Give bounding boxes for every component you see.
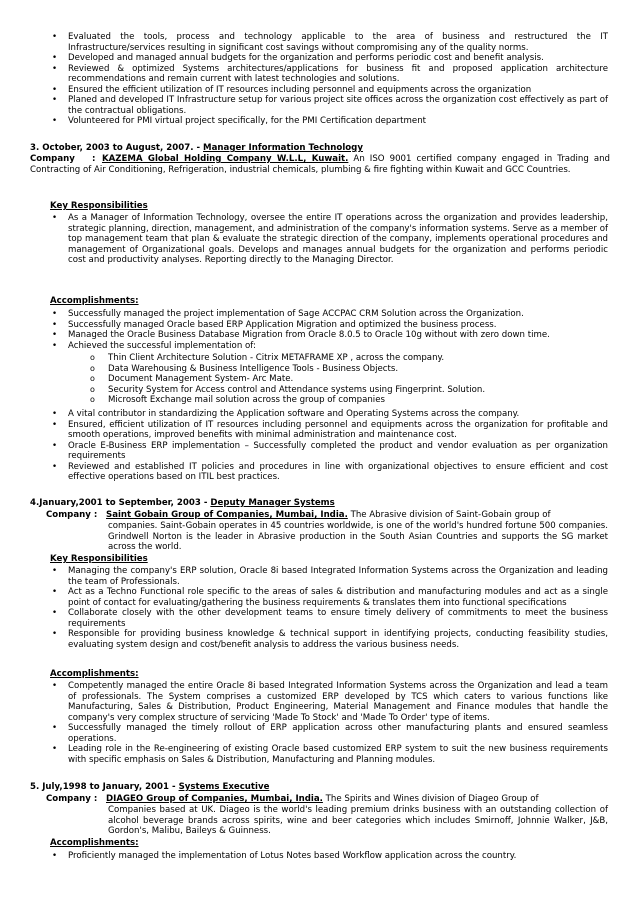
job-3-accomplishments-sub: [108, 353, 608, 406]
job-4-accomplishments: [68, 681, 608, 765]
job-4-dash: -: [200, 498, 211, 508]
job-4-acc-heading: Accomplishments:: [50, 669, 139, 679]
job-3-acc-heading: Accomplishments:: [50, 296, 139, 306]
list-item: • Developed and managed annual budgets for the organization and performs periodic cost and benefit analysis.: [68, 53, 608, 64]
job-5-acc-heading: Accomplishments:: [50, 838, 139, 848]
job-4-title: Deputy Manager Systems: [210, 498, 335, 508]
list-item: • A vital contributor in standardizing the Application software and Operating Systems across the company.: [68, 409, 608, 420]
list-item: • Leading role in the Re-engineering of existing Oracle based customized ERP system to suit the new business requirements with specific emphasis on Sales & Distribution, Manufacturing and Planning modules.: [68, 744, 608, 765]
list-item: • Ensured, efficient utilization of IT resources including personnel and equipments across the organization for profitable and smooth operations, improved benefits with minimal administration and maintenance cost.: [68, 420, 608, 441]
list-item: • Responsible for providing business knowledge & technical support in identifying projects, conducting feasibility studies, evaluating system design and cost/benefit analysis to address the various business needs.: [68, 629, 608, 650]
job-3-accomplishments-b: [68, 409, 608, 483]
job-3-header: [30, 143, 610, 154]
list-item: • Reviewed & optimized Systems architectures/applications for business fit and proposed application architecture recommendations and remain current with latest technologies and solutions.: [68, 64, 608, 85]
job-4-responsibilities: [68, 566, 608, 650]
job-3-title: Manager Information Technology: [203, 143, 363, 153]
sub-list-item: o Document Management System- Arc Mate.: [108, 374, 608, 385]
job-4-company-label: Company :: [46, 510, 98, 520]
list-item: • Successfully managed the project implementation of Sage ACCPAC CRM Solution across the Organization.: [68, 309, 608, 320]
job-3-resp-heading: Key Responsibilities: [50, 201, 148, 211]
job-5-accomplishments: [68, 851, 608, 862]
job-3-period: 3. October, 2003 to August, 2007. -: [30, 143, 201, 153]
top-bullet-list: [68, 32, 608, 127]
job-3-company-label: Company: [30, 154, 75, 164]
job-5-period: 5. July,1998 to January, 2001 -: [30, 782, 176, 792]
job-3-company-name: KAZEMA Global Holding Company W.L.L, Kuwait.: [102, 154, 349, 164]
job-4-company-desc-2: companies. Saint-Gobain operates in 45 countries worldwide, is one of the world's hundred fortune 500 companies. Grindwell Norton is the leader in Abrasive production in the South Asian Countries and supports the SG market across the world.: [108, 521, 608, 552]
job-5-company-desc-2: Companies based at UK. Diageo is the world's leading premium drinks business with an outstanding collection of alcohol beverage brands across spirits, wine and beer categories which includes Smirnoff, Johnnie Walker, J&B, Gordon's, Malibu, Baileys & Guinness.: [108, 805, 608, 836]
job-4-company-name: Saint Gobain Group of Companies, Mumbai, India.: [106, 510, 348, 520]
job-4-resp-heading: Key Responsibilities: [50, 554, 148, 564]
job-4-company: [46, 510, 610, 521]
sub-list-item: o Thin Client Architecture Solution - Citrix METAFRAME XP , across the company.: [108, 353, 608, 364]
job-5-title: Systems Executive: [178, 782, 270, 792]
list-item: • Oracle E-Business ERP implementation – Successfully completed the product and vendor evaluation as per organization requirements: [68, 441, 608, 462]
job-3-accomplishments-a: [68, 309, 608, 351]
list-item: • Achieved the successful implementation of:: [68, 341, 608, 352]
list-item: • Ensured the efficient utilization of IT resources including personnel and equipments across the organization: [68, 85, 608, 96]
list-item: • Managed the Oracle Business Database Migration from Oracle 8.0.5 to Oracle 10g without with zero down time.: [68, 330, 608, 341]
job-4-company-desc-1: The Abrasive division of Saint-Gobain group of: [347, 510, 551, 520]
sub-list-item: o Microsoft Exchange mail solution across the group of companies: [108, 395, 608, 406]
job-5-header: [30, 782, 610, 793]
list-item: • Volunteered for PMI virtual project specifically, for the PMI Certification department: [68, 116, 608, 127]
job-5-company-name: DIAGEO Group of Companies, Mumbai, India.: [106, 794, 323, 804]
list-item: • Reviewed and established IT policies and procedures in line with organizational objectives to ensure efficient and cost effective operations based on ITIL best practices.: [68, 462, 608, 483]
sub-list-item: o Data Warehousing & Business Intelligence Tools - Business Objects.: [108, 364, 608, 375]
list-item: • Successfully managed the timely rollout of ERP application across other manufacturing plants and ensured seamless operations.: [68, 723, 608, 744]
list-item: • Competently managed the entire Oracle 8i based Integrated Information Systems across the Organization and lead a team of professionals. The System comprises a customized ERP developed by TCS which caters to various functions like Manufacturing, Sales & Distribution, Product Engineering, Material Management and Finance modules that handle the company's very complex structure of servicing 'Made To Stock' and 'Made To Order' type of items.: [68, 681, 608, 723]
list-item: • Collaborate closely with the other development teams to ensure timely delivery of commitments to meet the business requirements: [68, 608, 608, 629]
job-4-header: [30, 498, 610, 509]
list-item: • As a Manager of Information Technology, oversee the entire IT operations across the organization and provides leadership, strategic planning, direction, management, and administration of the company's information systems. Serve as a member of top management team that plan & evaluate the strategic direction of the company, implements operational procedures and management of Organizational goals. Develops and manages annual budgets for the organization and performs periodic cost and productivity analyses. Reporting directly to the Managing Director.: [68, 213, 608, 266]
job-3-responsibilities: [68, 213, 608, 266]
job-5-company: [46, 794, 610, 805]
job-5-company-label: Company :: [46, 794, 98, 804]
list-item: • Planed and developed IT Infrastructure setup for various project site offices across the organization cost effectively as part of the contractual obligations.: [68, 95, 608, 116]
job-3-company: [30, 154, 610, 175]
list-item: • Proficiently managed the implementation of Lotus Notes based Workflow application across the country.: [68, 851, 608, 862]
list-item: • Evaluated the tools, process and technology applicable to the area of business and restructured the IT Infrastructure/services resulting in significant cost savings without compromising any of the quality norms.: [68, 32, 608, 53]
job-3-company-desc: An ISO 9001 certified company engaged in Trading and Contracting of Air Conditioning, Refrigeration, industrial chemicals, plumbing & fire fighting within Kuwait and GCC Countries.: [30, 154, 610, 175]
job-4-period: 4.January,2001 to September, 2003: [30, 498, 201, 508]
list-item: • Act as a Techno Functional role specific to the areas of sales & distribution and manufacturing modules and act as a single point of contact for evaluating/gathering the business requirements & translates them into functional specifications: [68, 587, 608, 608]
sub-list-item: o Security System for Access control and Attendance systems using Fingerprint. Solution.: [108, 385, 608, 396]
job-5-company-desc-1: The Spirits and Wines division of Diageo Group of: [322, 794, 539, 804]
list-item: • Successfully managed Oracle based ERP Application Migration and optimized the business process.: [68, 320, 608, 331]
job-3-company-sep: :: [92, 154, 96, 164]
list-item: • Managing the company's ERP solution, Oracle 8i based Integrated Information Systems across the Organization and leading the team of Professionals.: [68, 566, 608, 587]
